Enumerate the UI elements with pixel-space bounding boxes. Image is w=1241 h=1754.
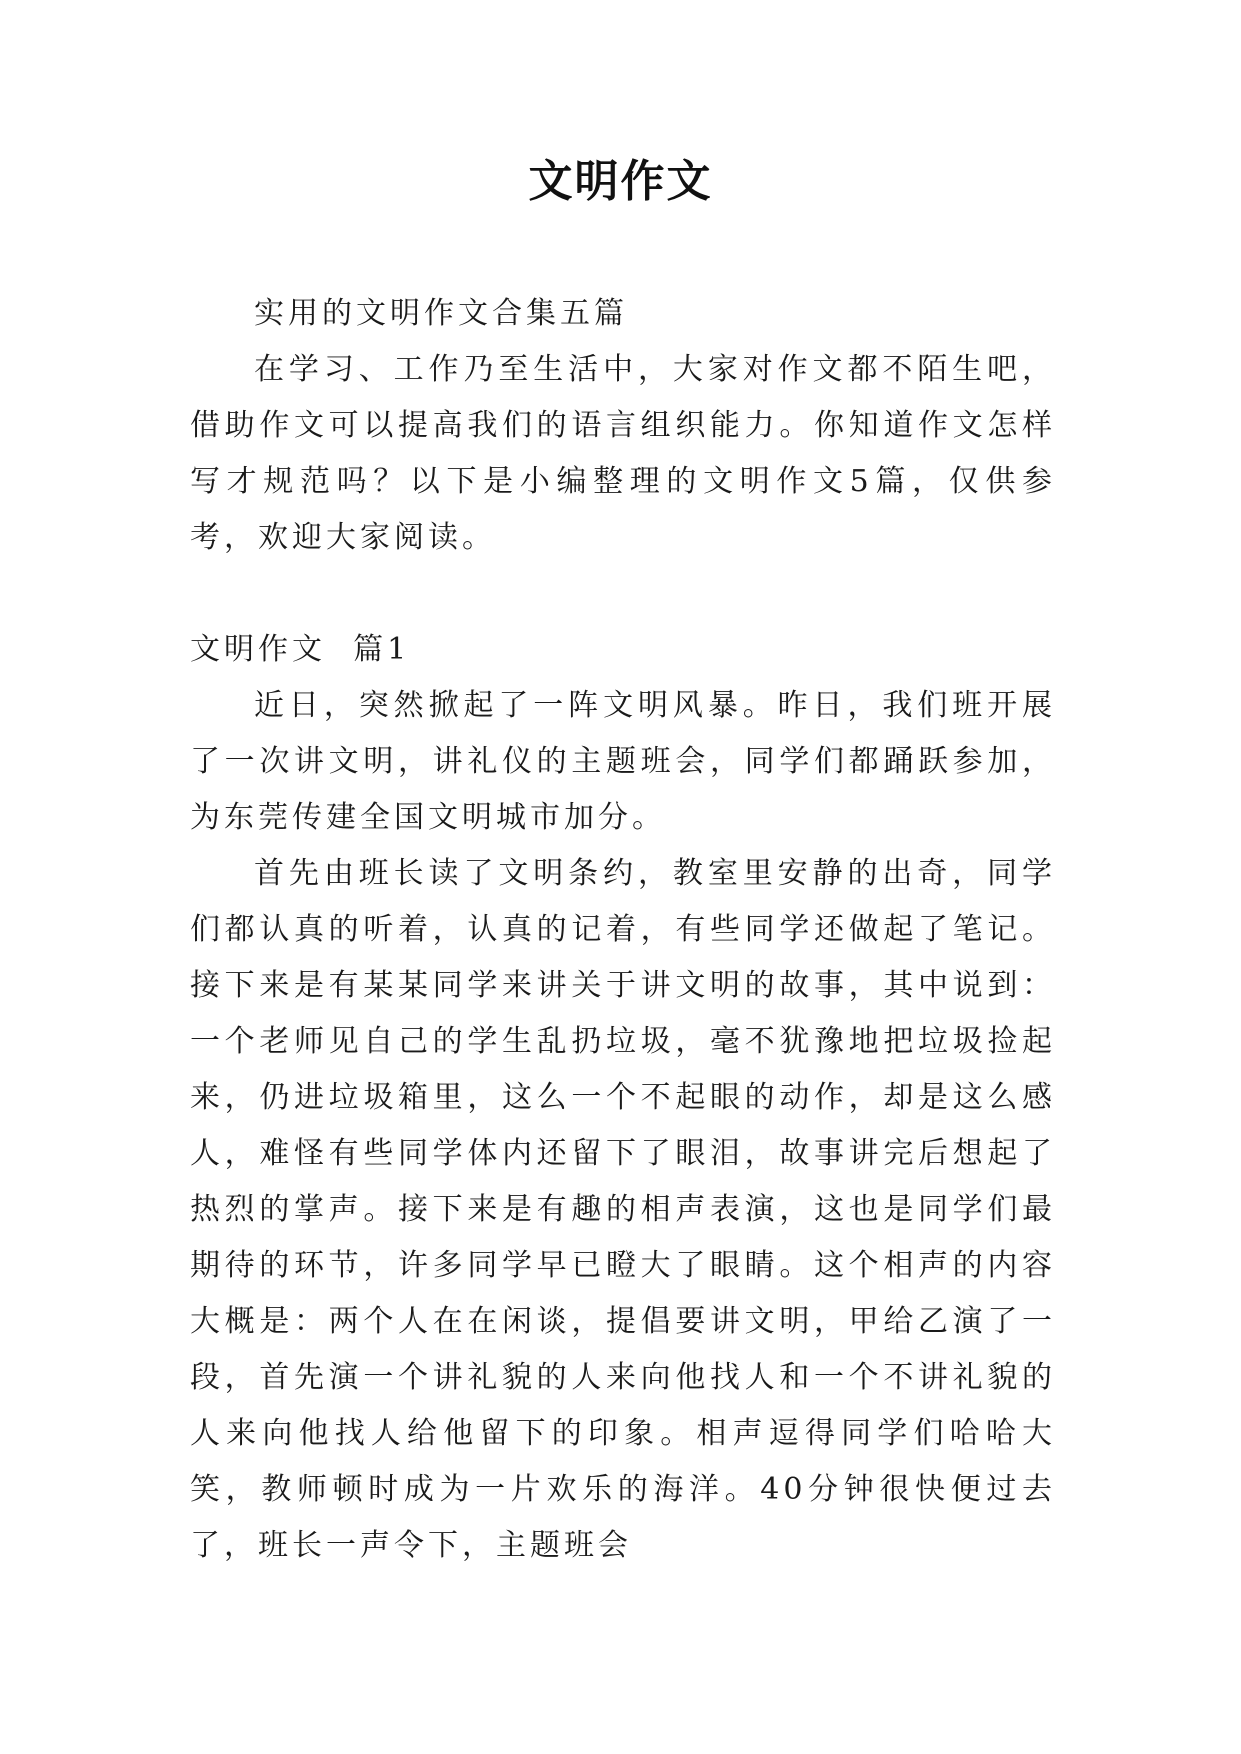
section-heading: 文明作文 篇1 — [190, 632, 411, 667]
document-title: 文明作文 — [528, 156, 713, 207]
section-paragraph: 近日，突然掀起了一阵文明风暴。昨日，我们班开展了一次讲文明，讲礼仪的主题班会，同学们都踊跃参加，为东莞传建全国文明城市加分。 — [190, 688, 1056, 835]
document-body — [190, 286, 1056, 1574]
intro-subtitle: 实用的文明作文合集五篇 — [254, 296, 628, 331]
section-paragraph: 首先由班长读了文明条约，教室里安静的出奇，同学们都认真的听着，认真的记着，有些同学还做起了笔记。接下来是有某某同学来讲关于讲文明的故事，其中说到：一个老师见自己的学生乱扔垃圾，毫不犹豫地把垃圾捡起来，仍进垃圾箱里，这么一个不起眼的动作，却是这么感人，难怪有些同学体内还留下了眼泪，故事讲完后想起了热烈的掌声。接下来是有趣的相声表演，这也是同学们最期待的环节，许多同学早已瞪大了眼睛。这个相声的内容大概是：两个人在在闲谈，提倡要讲文明，甲给乙演了一段，首先演一个讲礼貌的人来向他找人和一个不讲礼貌的人来向他找人给他留下的印象。相声逗得同学们哈哈大笑，教师顿时成为一片欢乐的海洋。40分钟很快便过去了，班长一声令下，主题班会 — [190, 856, 1056, 1563]
intro-paragraph: 在学习、工作乃至生活中，大家对作文都不陌生吧，借助作文可以提高我们的语言组织能力。你知道作文怎样写才规范吗？以下是小编整理的文明作文5篇，仅供参考，欢迎大家阅读。 — [190, 352, 1056, 555]
section-spacer — [190, 566, 1056, 622]
